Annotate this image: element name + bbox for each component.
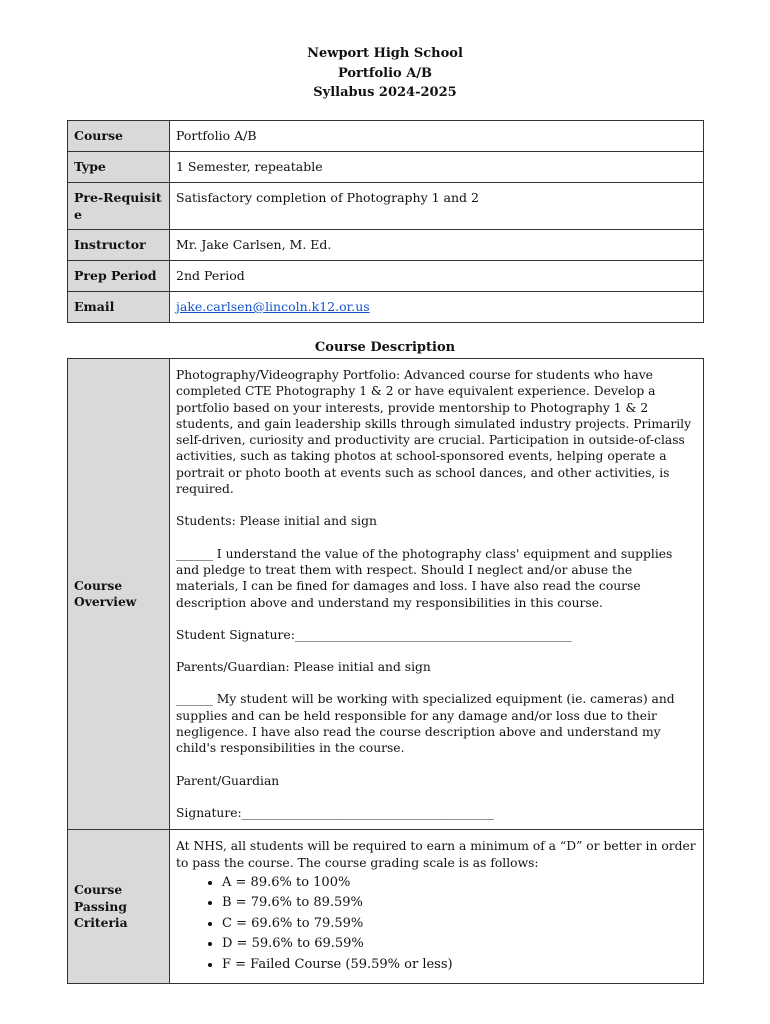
info-label: Instructor bbox=[68, 230, 170, 261]
info-row-email bbox=[68, 292, 704, 323]
info-value: Mr. Jake Carlsen, M. Ed. bbox=[170, 230, 704, 261]
student-prompt: Students: Please initial and sign bbox=[176, 514, 377, 529]
info-label: Type bbox=[68, 152, 170, 183]
overview-body bbox=[170, 359, 704, 830]
info-value: 1 Semester, repeatable bbox=[170, 152, 704, 183]
grade-scale-list bbox=[176, 873, 697, 976]
document-header bbox=[0, 44, 770, 103]
info-row-prep-period bbox=[68, 261, 704, 292]
info-row-instructor bbox=[68, 230, 704, 261]
info-value: Portfolio A/B bbox=[170, 121, 704, 152]
course-info-table bbox=[67, 120, 704, 323]
course-description-table bbox=[67, 358, 704, 984]
info-label: Prep Period bbox=[68, 261, 170, 292]
parent-signature-line: Signature:_________________________________________ bbox=[176, 805, 494, 820]
passing-row bbox=[68, 830, 704, 984]
grade-item: • B = 79.6% to 89.59% bbox=[222, 893, 697, 914]
grade-item: • A = 89.6% to 100% bbox=[222, 873, 697, 894]
syllabus-year: Syllabus 2024-2025 bbox=[313, 85, 457, 100]
course-description-title: Course Description bbox=[314, 340, 456, 355]
grade-item: • F = Failed Course (59.59% or less) bbox=[222, 955, 697, 976]
info-value: 2nd Period bbox=[170, 261, 704, 292]
student-pledge: ______ I understand the value of the photography class' equipment and supplies and pledge to treat them with respect. Should I neglect and/or abuse the materials, I can be fined for damages and loss. I have also read the course description above and understand my responsibilities in this course. bbox=[176, 546, 673, 610]
student-signature-line: Student Signature:_____________________________________________ bbox=[176, 627, 572, 642]
passing-body bbox=[170, 830, 704, 984]
email-link[interactable]: jake.carlsen@lincoln.k12.or.us bbox=[176, 299, 370, 314]
grade-item: • C = 69.6% to 79.59% bbox=[222, 914, 697, 935]
info-label: Email bbox=[68, 292, 170, 323]
info-label: Course bbox=[68, 121, 170, 152]
passing-label: Course Passing Criteria bbox=[68, 830, 170, 984]
school-name: Newport High School bbox=[307, 46, 463, 61]
grade-item: • D = 59.6% to 69.59% bbox=[222, 934, 697, 955]
info-row-type bbox=[68, 152, 704, 183]
info-value: Satisfactory completion of Photography 1 and 2 bbox=[170, 183, 704, 230]
overview-row bbox=[68, 359, 704, 830]
course-name: Portfolio A/B bbox=[337, 65, 433, 81]
info-value bbox=[170, 292, 704, 323]
passing-intro: At NHS, all students will be required to earn a minimum of a “D” or better in order to pass the course. The course grading scale is as follows: bbox=[176, 839, 696, 870]
info-label: Pre-Requisite bbox=[68, 183, 170, 230]
parent-label: Parent/Guardian bbox=[176, 773, 280, 788]
parent-pledge: ______ My student will be working with specialized equipment (ie. cameras) and supplies and can be held responsible for any damage and/or loss due to their negligence. I have also read the course description above and understand my child's responsibilities in the course. bbox=[176, 692, 675, 756]
info-row-prerequisite bbox=[68, 183, 704, 230]
info-row-course bbox=[68, 121, 704, 152]
overview-label: Course Overview bbox=[68, 359, 170, 830]
overview-intro: Photography/Videography Portfolio: Advanced course for students who have completed CTE Photography 1 & 2 or have equivalent experience. Develop a portfolio based on your interests, provide mentorship to Photography 1 & 2 students, and gain leadership skills through simulated industry projects. Primarily self-driven, curiosity and productivity are crucial. Participation in outside-of-class activities, such as taking photos at school-sponsored events, helping operate a portrait or photo booth at events such as school dances, and other activities, is required. bbox=[176, 368, 692, 497]
parent-prompt: Parents/Guardian: Please initial and sign bbox=[176, 660, 431, 675]
